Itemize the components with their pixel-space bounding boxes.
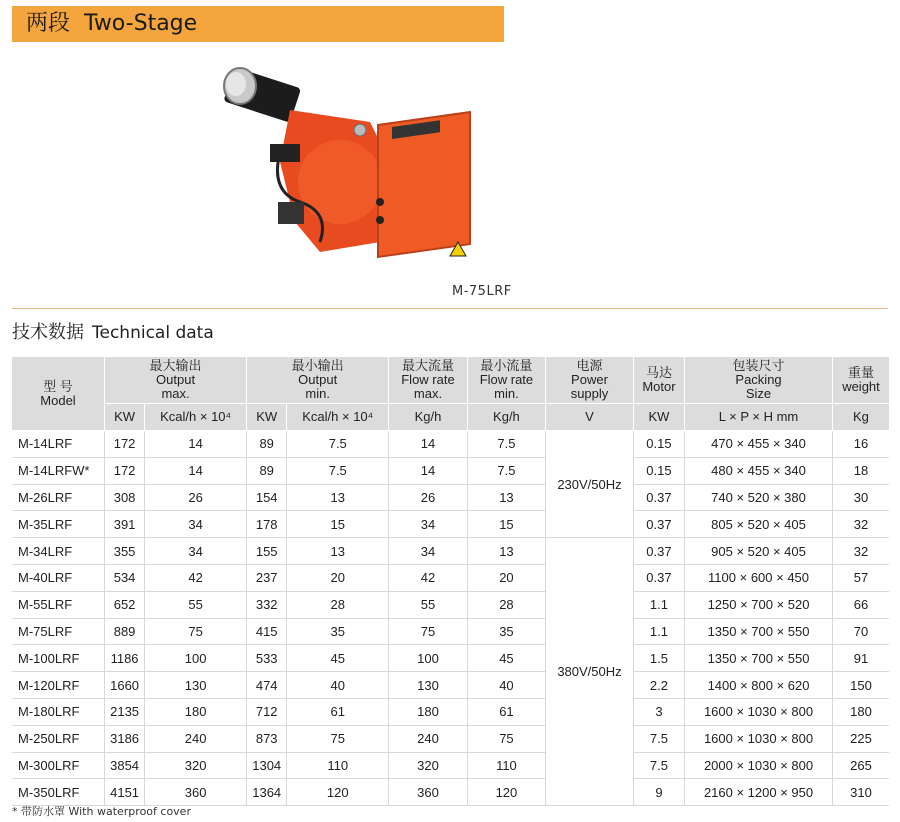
cell-min-kw: 873: [247, 725, 287, 752]
cell-min-kcal: 15: [287, 511, 389, 538]
cell-max-kcal: 75: [145, 618, 247, 645]
cell-motor: 0.37: [633, 511, 684, 538]
cell-min-kcal: 110: [287, 752, 389, 779]
cell-weight: 30: [832, 484, 889, 511]
cell-min-kw: 1364: [247, 779, 287, 806]
cell-weight: 32: [832, 511, 889, 538]
cell-min-kw: 154: [247, 484, 287, 511]
cell-model: M-180LRF: [12, 698, 105, 725]
cell-min-kcal: 20: [287, 564, 389, 591]
cell-min-kcal: 13: [287, 484, 389, 511]
cell-packing: 1600 × 1030 × 800: [685, 725, 833, 752]
cell-flow-min: 13: [467, 484, 545, 511]
unit-flow-max: Kg/h: [389, 404, 467, 431]
cell-weight: 150: [832, 672, 889, 699]
cell-motor: 2.2: [633, 672, 684, 699]
cell-flow-max: 240: [389, 725, 467, 752]
cell-weight: 70: [832, 618, 889, 645]
cell-motor: 0.15: [633, 431, 684, 458]
cell-flow-min: 20: [467, 564, 545, 591]
cell-flow-min: 75: [467, 725, 545, 752]
table-row: [12, 618, 889, 645]
cell-weight: 265: [832, 752, 889, 779]
header-weight: 重量 weight: [832, 357, 889, 404]
unit-out-max-kw: KW: [105, 404, 145, 431]
cell-model: M-55LRF: [12, 591, 105, 618]
cell-max-kw: 652: [105, 591, 145, 618]
cell-packing: 905 × 520 × 405: [685, 538, 833, 565]
cell-max-kcal: 14: [145, 457, 247, 484]
power-supply-cell: 380V/50Hz: [546, 538, 634, 806]
divider: [12, 308, 888, 309]
cell-flow-min: 15: [467, 511, 545, 538]
header-flow-max: 最大流量 Flow rate max.: [389, 357, 467, 404]
cell-weight: 32: [832, 538, 889, 565]
cell-flow-max: 360: [389, 779, 467, 806]
header-output-min: 最小输出 Output min.: [247, 357, 389, 404]
unit-out-min-kw: KW: [247, 404, 287, 431]
cell-motor: 0.37: [633, 564, 684, 591]
table-row: [12, 538, 889, 565]
cell-flow-max: 26: [389, 484, 467, 511]
cell-packing: 1100 × 600 × 450: [685, 564, 833, 591]
cell-max-kw: 3854: [105, 752, 145, 779]
cell-model: M-34LRF: [12, 538, 105, 565]
cell-max-kcal: 180: [145, 698, 247, 725]
cell-flow-max: 34: [389, 511, 467, 538]
cell-max-kcal: 34: [145, 511, 247, 538]
header-motor: 马达 Motor: [633, 357, 684, 404]
cell-flow-min: 61: [467, 698, 545, 725]
cell-min-kcal: 35: [287, 618, 389, 645]
table-row: [12, 511, 889, 538]
cell-motor: 7.5: [633, 725, 684, 752]
cell-min-kcal: 28: [287, 591, 389, 618]
cell-min-kw: 178: [247, 511, 287, 538]
cell-max-kcal: 34: [145, 538, 247, 565]
cell-min-kw: 89: [247, 457, 287, 484]
cell-min-kcal: 40: [287, 672, 389, 699]
cell-flow-max: 75: [389, 618, 467, 645]
cell-min-kcal: 75: [287, 725, 389, 752]
cell-flow-max: 320: [389, 752, 467, 779]
cell-flow-min: 35: [467, 618, 545, 645]
cell-max-kcal: 130: [145, 672, 247, 699]
cell-model: M-75LRF: [12, 618, 105, 645]
table-row: [12, 672, 889, 699]
cell-min-kcal: 45: [287, 645, 389, 672]
cell-max-kcal: 42: [145, 564, 247, 591]
cell-packing: 2160 × 1200 × 950: [685, 779, 833, 806]
cell-max-kw: 889: [105, 618, 145, 645]
cell-min-kcal: 120: [287, 779, 389, 806]
cell-max-kw: 172: [105, 457, 145, 484]
cell-flow-min: 28: [467, 591, 545, 618]
header-flow-min: 最小流量 Flow rate min.: [467, 357, 545, 404]
cell-motor: 1.1: [633, 591, 684, 618]
table-row: [12, 457, 889, 484]
cell-motor: 1.1: [633, 618, 684, 645]
cell-max-kw: 3186: [105, 725, 145, 752]
cell-model: M-26LRF: [12, 484, 105, 511]
cell-model: M-40LRF: [12, 564, 105, 591]
section-title: [12, 318, 214, 344]
section-banner: [12, 6, 504, 42]
section-title-en: Technical data: [92, 323, 214, 343]
cell-weight: 180: [832, 698, 889, 725]
banner-zh: 两段: [26, 11, 71, 36]
cell-packing: 1600 × 1030 × 800: [685, 698, 833, 725]
cell-min-kcal: 7.5: [287, 457, 389, 484]
cell-min-kw: 332: [247, 591, 287, 618]
table-body: [12, 431, 889, 806]
cell-motor: 0.37: [633, 484, 684, 511]
cell-flow-min: 40: [467, 672, 545, 699]
cell-min-kw: 237: [247, 564, 287, 591]
cell-weight: 310: [832, 779, 889, 806]
cell-flow-max: 130: [389, 672, 467, 699]
unit-packing: L × P × H mm: [685, 404, 833, 431]
cell-flow-min: 45: [467, 645, 545, 672]
cell-weight: 57: [832, 564, 889, 591]
cell-weight: 225: [832, 725, 889, 752]
cell-min-kw: 533: [247, 645, 287, 672]
cell-flow-min: 7.5: [467, 431, 545, 458]
cell-flow-max: 42: [389, 564, 467, 591]
cell-flow-max: 34: [389, 538, 467, 565]
table-row: [12, 779, 889, 806]
cell-max-kw: 391: [105, 511, 145, 538]
table-row: [12, 698, 889, 725]
unit-power: V: [546, 404, 634, 431]
cell-model: M-300LRF: [12, 752, 105, 779]
cell-max-kw: 1186: [105, 645, 145, 672]
cell-model: M-14LRF: [12, 431, 105, 458]
cell-flow-max: 100: [389, 645, 467, 672]
unit-out-min-kcal: Kcal/h × 10⁴: [287, 404, 389, 431]
cell-max-kw: 172: [105, 431, 145, 458]
table-row: [12, 645, 889, 672]
cell-packing: 1400 × 800 × 620: [685, 672, 833, 699]
cell-flow-min: 13: [467, 538, 545, 565]
cell-packing: 1350 × 700 × 550: [685, 618, 833, 645]
cell-max-kcal: 26: [145, 484, 247, 511]
cell-flow-min: 120: [467, 779, 545, 806]
table-row: [12, 484, 889, 511]
burner-product-image: [200, 52, 500, 292]
cell-min-kcal: 13: [287, 538, 389, 565]
cell-max-kw: 534: [105, 564, 145, 591]
technical-data-table: [12, 357, 889, 806]
cell-min-kw: 1304: [247, 752, 287, 779]
cell-motor: 1.5: [633, 645, 684, 672]
table-row: [12, 431, 889, 458]
cell-max-kcal: 360: [145, 779, 247, 806]
section-title-zh: 技术数据: [12, 322, 84, 343]
cell-packing: 1250 × 700 × 520: [685, 591, 833, 618]
cell-packing: 470 × 455 × 340: [685, 431, 833, 458]
cell-flow-max: 14: [389, 431, 467, 458]
cell-max-kcal: 240: [145, 725, 247, 752]
cell-model: M-120LRF: [12, 672, 105, 699]
cell-motor: 9: [633, 779, 684, 806]
cell-max-kcal: 320: [145, 752, 247, 779]
cell-model: M-35LRF: [12, 511, 105, 538]
header-model: 型 号 Model: [12, 357, 105, 431]
cell-flow-min: 110: [467, 752, 545, 779]
table-row: [12, 564, 889, 591]
cell-weight: 18: [832, 457, 889, 484]
cell-model: M-250LRF: [12, 725, 105, 752]
cell-model: M-100LRF: [12, 645, 105, 672]
cell-max-kcal: 14: [145, 431, 247, 458]
header-packing: 包装尺寸 Packing Size: [685, 357, 833, 404]
cell-max-kw: 308: [105, 484, 145, 511]
product-caption: M-75LRF: [452, 284, 512, 299]
unit-motor: KW: [633, 404, 684, 431]
cell-max-kcal: 100: [145, 645, 247, 672]
cell-min-kw: 712: [247, 698, 287, 725]
cell-min-kw: 89: [247, 431, 287, 458]
cell-motor: 0.15: [633, 457, 684, 484]
cell-min-kw: 155: [247, 538, 287, 565]
cell-weight: 66: [832, 591, 889, 618]
cell-max-kw: 1660: [105, 672, 145, 699]
cell-flow-max: 180: [389, 698, 467, 725]
table-row: [12, 752, 889, 779]
power-supply-cell: 230V/50Hz: [546, 431, 634, 538]
unit-flow-min: Kg/h: [467, 404, 545, 431]
cell-packing: 480 × 455 × 340: [685, 457, 833, 484]
cell-packing: 1350 × 700 × 550: [685, 645, 833, 672]
cell-weight: 16: [832, 431, 889, 458]
unit-out-max-kcal: Kcal/h × 10⁴: [145, 404, 247, 431]
cell-max-kw: 2135: [105, 698, 145, 725]
cell-max-kw: 355: [105, 538, 145, 565]
footnote: * 带防水罩 With waterproof cover: [12, 805, 191, 818]
table-row: [12, 591, 889, 618]
cell-model: M-350LRF: [12, 779, 105, 806]
header-output-max: 最大输出 Output max.: [105, 357, 247, 404]
table-row: [12, 725, 889, 752]
cell-motor: 7.5: [633, 752, 684, 779]
cell-packing: 2000 × 1030 × 800: [685, 752, 833, 779]
cell-motor: 0.37: [633, 538, 684, 565]
banner-en: Two-Stage: [84, 11, 198, 36]
cell-min-kw: 474: [247, 672, 287, 699]
cell-flow-max: 14: [389, 457, 467, 484]
cell-min-kcal: 61: [287, 698, 389, 725]
cell-max-kw: 4151: [105, 779, 145, 806]
cell-weight: 91: [832, 645, 889, 672]
cell-flow-max: 55: [389, 591, 467, 618]
cell-packing: 805 × 520 × 405: [685, 511, 833, 538]
cell-flow-min: 7.5: [467, 457, 545, 484]
cell-min-kw: 415: [247, 618, 287, 645]
cell-motor: 3: [633, 698, 684, 725]
header-power: 电源 Power supply: [546, 357, 634, 404]
cell-max-kcal: 55: [145, 591, 247, 618]
cell-model: M-14LRFW*: [12, 457, 105, 484]
cell-packing: 740 × 520 × 380: [685, 484, 833, 511]
unit-weight: Kg: [832, 404, 889, 431]
cell-min-kcal: 7.5: [287, 431, 389, 458]
